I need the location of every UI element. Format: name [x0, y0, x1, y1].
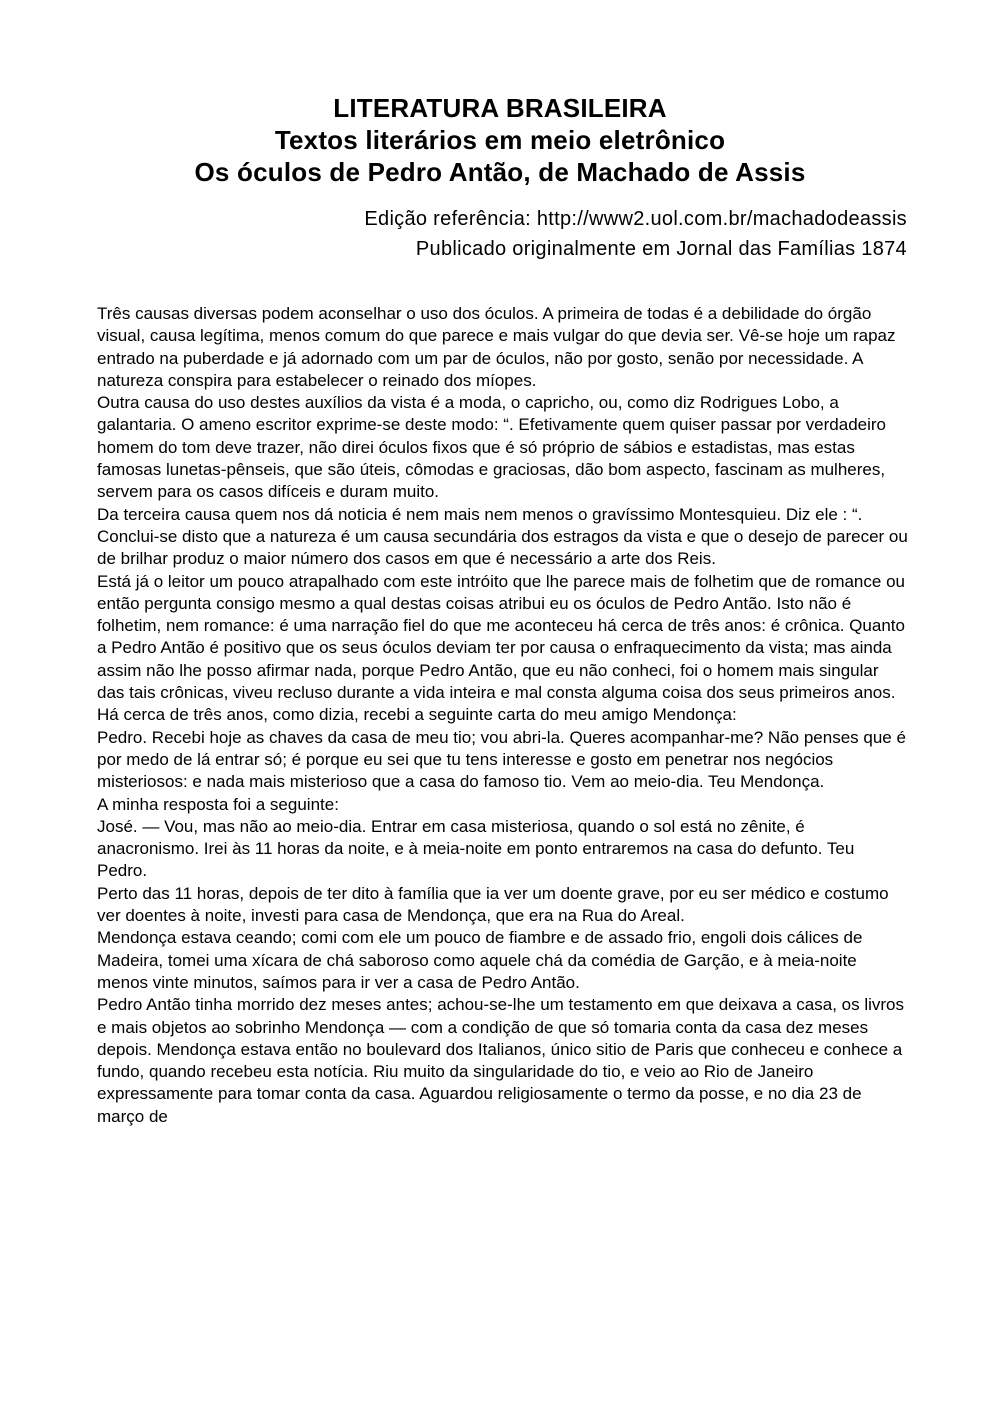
paragraph: José. — Vou, mas não ao meio-dia. Entrar em casa misteriosa, quando o sol está no zênite, é anacronismo. Irei às 11 horas da noite, e à meia-noite em ponto entraremos na casa do defunto. Teu Pedro.: [97, 816, 855, 881]
paragraph: Da terceira causa quem nos dá noticia é nem mais nem menos o gravíssimo Montesquieu. Diz ele : “. Conclui-se disto que a natureza é um causa secundária dos estragos da vista e que o desejo de parecer ou de brilhar produz o maior número dos casos em que é necessário a arte dos Reis.: [97, 504, 908, 569]
paragraph: A minha resposta foi a seguinte:: [97, 794, 339, 814]
title-line-collection: Textos literários em meio eletrônico: [274, 125, 726, 155]
edition-original-publication: Publicado originalmente em Jornal das Famílias 1874: [415, 238, 907, 260]
paragraph: Está já o leitor um pouco atrapalhado com este intróito que lhe parece mais de folhetim que de romance ou então pergunta consigo mesmo a qual destas coisas atribui eu os óculos de Pedro Antão. Isto não é folhetim, nem romance: é uma narração fiel do que me aconteceu há cerca de três anos: é crônica. Quanto a Pedro Antão é positivo que os seus óculos deviam ter por causa o enfraquecimento da vista; mas ainda assim não lhe posso afirmar nada, porque Pedro Antão, que eu não conheci, foi o homem mais singular das tais crônicas, viveu recluso durante a vida inteira e mal consta alguma coisa dos seus primeiros anos.: [97, 571, 905, 703]
document-title: [0, 92, 1000, 188]
paragraph: Pedro. Recebi hoje as chaves da casa de meu tio; vou abri-la. Queres acompanhar-me? Não penses que é por medo de lá entrar só; é porque eu sei que tu tens interesse e gosto em penetrar nos negócios misteriosos: e nada mais misterioso que a casa do famoso tio. Vem ao meio-dia. Teu Mendonça.: [97, 727, 906, 792]
story-text: [97, 303, 909, 1128]
paragraph: Outra causa do uso destes auxílios da vista é a moda, o capricho, ou, como diz Rodrigues Lobo, a galantaria. O ameno escritor exprime-se deste modo: “. Efetivamente quem quiser passar por verdadeiro homem do tom deve trazer, não direi óculos fixos que é só próprio de sábios e estadistas, mas estas famosas lunetas-pênseis, que são úteis, cômodas e graciosas, dão bom aspecto, fascinam as mulheres, servem para os casos difíceis e duram muito.: [97, 393, 886, 502]
edition-reference: [97, 204, 907, 264]
paragraph: Mendonça estava ceando; comi com ele um pouco de fiambre e de assado frio, engoli dois cálices de Madeira, tomei uma xícara de chá saboroso como aquele chá da comédia de Garção, e à meia-noite menos vinte minutos, saímos para ir ver a casa de Pedro Antão.: [97, 928, 863, 992]
edition-reference-url: Edição referência: http://www2.uol.com.br/machadodeassis: [364, 208, 907, 230]
paragraph: Há cerca de três anos, como dizia, recebi a seguinte carta do meu amigo Mendonça:: [97, 705, 737, 725]
paragraph: Pedro Antão tinha morrido dez meses antes; achou-se-lhe um testamento em que deixava a casa, os livros e mais objetos ao sobrinho Mendonça — com a condição de que só tomaria conta da casa dez meses depois. Mendonça estava então no boulevard dos Italianos, único sitio de Paris que conheceu e conhece a fundo, quando recebeu esta notícia. Riu muito da singularidade do tio, e veio ao Rio de Janeiro expressamente para tomar conta da casa. Aguardou religiosamente o termo da posse, e no dia 23 de março de: [97, 995, 904, 1126]
title-line-work: Os óculos de Pedro Antão, de Machado de Assis: [194, 157, 806, 187]
paragraph: Perto das 11 horas, depois de ter dito à família que ia ver um doente grave, por eu ser médico e costumo ver doentes à noite, investi para casa de Mendonça, que era na Rua do Areal.: [97, 883, 889, 926]
title-line-series: LITERATURA BRASILEIRA: [333, 93, 667, 123]
paragraph: Três causas diversas podem aconselhar o uso dos óculos. A primeira de todas é a debilidade do órgão visual, causa legítima, menos comum do que parece e mais vulgar do que devia ser. Vê-se hoje um rapaz entrado na puberdade e já adornado com um par de óculos, não por gosto, senão por necessidade. A natureza conspira para estabelecer o reinado dos míopes.: [97, 304, 896, 390]
